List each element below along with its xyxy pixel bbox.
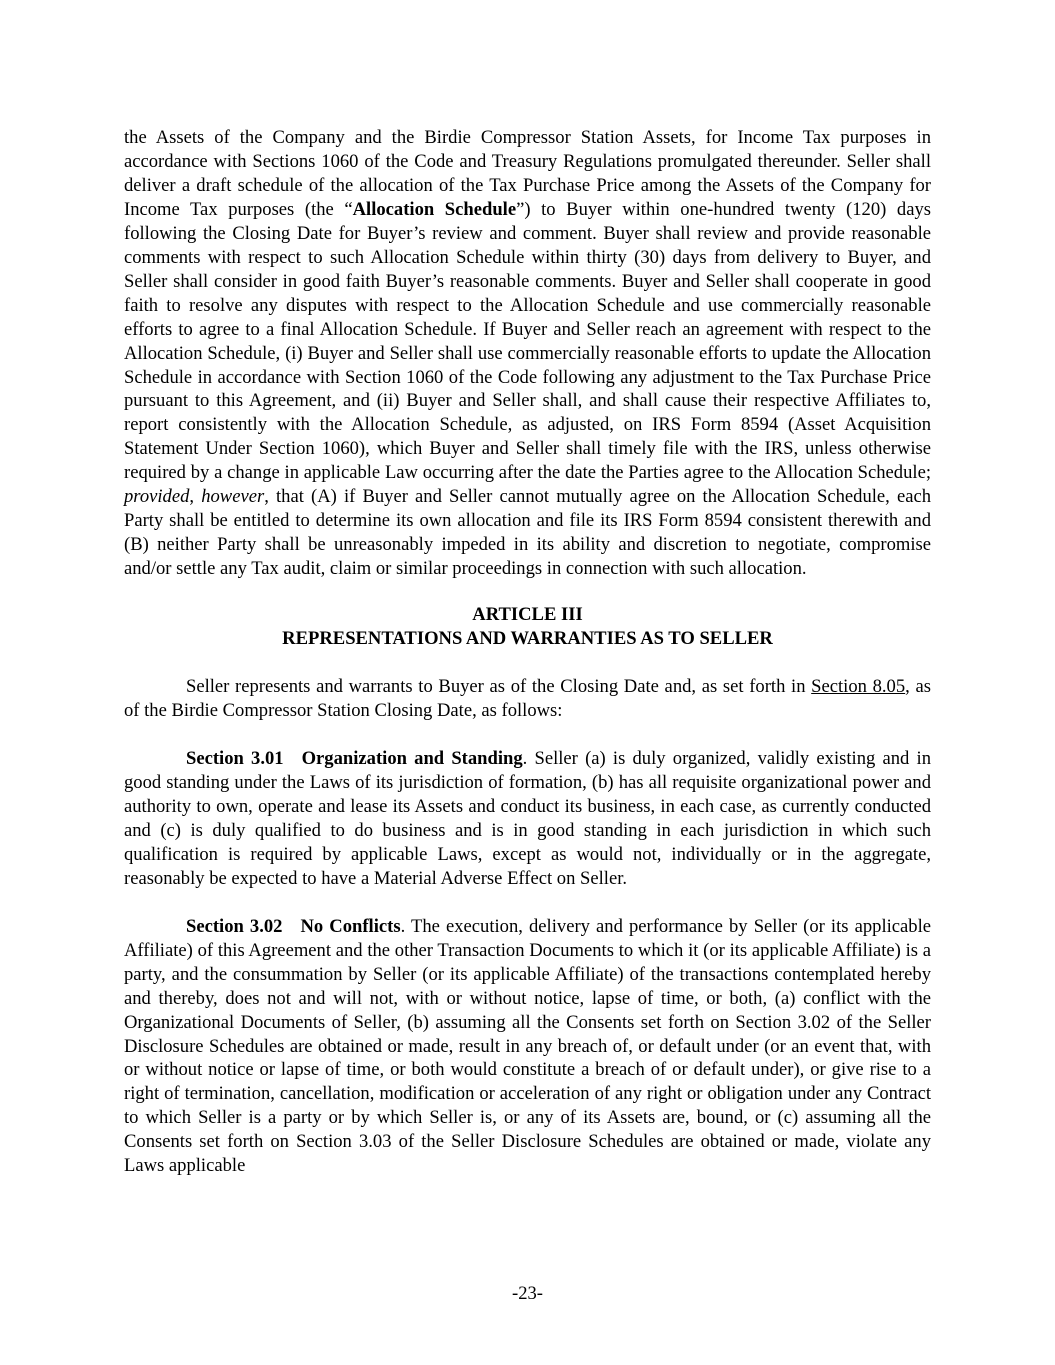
intro-paragraph	[124, 675, 931, 723]
section-body: . Seller (a) is duly organized, validly existing and in good standing under the Laws of its jurisdiction of formation, (b) has all requisite organizational power and authority to own, operate and lease its Assets and conduct its business, in each case, as currently conducted and (c) is duly qualified to do business and is in good standing in each jurisdiction in which such qualification is required by applicable Laws, except as would not, individually or in the aggregate, reasonably be expected to have a Material Adverse Effect on Seller.	[124, 748, 932, 889]
document-page	[124, 126, 931, 1178]
paragraph-text: ”) to Buyer within one-hundred twenty (120) days following the Closing Date for Buyer’s review and comment. Buyer shall review and provide reasonable comments with respect to such Allocation Schedule within thirty (30) days from delivery to Buyer, and Seller shall consider in good faith Buyer’s reasonable comments. Buyer and Seller shall cooperate in good faith to resolve any disputes with respect to the Allocation Schedule and use commercially reasonable efforts to agree to a final Allocation Schedule. If Buyer and Seller reach an agreement with respect to the Allocation Schedule, (i) Buyer and Seller shall use commercially reasonable efforts to update the Allocation Schedule in accordance with Section 1060 of the Code following any adjustment to the Tax Purchase Price pursuant to this Agreement, and (ii) Buyer and Seller shall, and shall cause their respective Affiliates to, report consistently with the Allocation Schedule, as adjusted, on IRS Form 8594 (Asset Acquisition Statement Under Section 1060), which Buyer and Seller shall timely file with the IRS, unless otherwise required by a change in applicable Law occurring after the date the Parties agree to the Allocation Schedule;	[124, 198, 931, 484]
section-title: No Conflicts	[300, 915, 401, 937]
section-3-02	[124, 915, 931, 1178]
section-number: Section 3.01	[186, 748, 284, 770]
defined-term: Allocation Schedule	[352, 198, 517, 220]
section-title: Organization and Standing	[301, 748, 523, 770]
italic-term: provided	[124, 486, 190, 508]
article-number: ARTICLE III	[472, 604, 583, 626]
paragraph-text: Seller represents and warrants to Buyer as of the Closing Date and, as set forth in	[186, 676, 812, 698]
paragraph-text: ,	[189, 486, 202, 508]
section-number: Section 3.02	[186, 915, 283, 937]
article-heading	[124, 603, 931, 651]
paragraph-text: the Assets of the Company and the Birdie Compressor Station Assets, for Income Tax purposes in accordance with Sections 1060 of the Code and Treasury Regulations promulgated thereunder. Seller shall deliver a draft schedule of the allocation of the Tax Purchase Price among the Assets of the Company for Income Tax purposes (the “	[124, 127, 931, 220]
section-body: . The execution, delivery and performance by Seller (or its applicable Affiliate) of this Agreement and the other Transaction Documents to which it (or its applicable Affiliate) is a party, and the consummation by Seller (or its applicable Affiliate) of the transactions contemplated hereby and thereby, does not and will not, with or without notice, lapse of time, or both, (a) conflict with the Organizational Documents of Seller, (b) assuming all the Consents set forth on Section 3.02 of the Seller Disclosure Schedules are obtained or made, result in any breach of, or default under (or an event that, with or without notice or lapse of time, or both would constitute a breach of or default under), or give rise to a right of termination, cancellation, modification or acceleration of any right or obligation under any Contract to which Seller is a party or by which Seller is, or any of its Assets are, bound, or (c) assuming all the Consents set forth on Section 3.03 of the Seller Disclosure Schedules are obtained or made, violate any Laws applicable	[124, 915, 931, 1177]
article-title: REPRESENTATIONS AND WARRANTIES AS TO SELLER	[282, 628, 773, 650]
section-3-01	[124, 747, 931, 891]
paragraph-text: , as of the Birdie Compressor Station Closing Date, as follows:	[124, 676, 931, 722]
carryover-paragraph	[124, 126, 931, 581]
page-number: -23-	[512, 1283, 543, 1304]
section-cross-reference: Section 8.05	[811, 676, 906, 698]
paragraph-text: , that (A) if Buyer and Seller cannot mutually agree on the Allocation Schedule, each Party shall be entitled to determine its own allocation and file its IRS Form 8594 consistent therewith and (B) neither Party shall be unreasonably impeded in its ability and discretion to negotiate, compromise and/or settle any Tax audit, claim or similar proceedings in connection with such allocation.	[124, 486, 932, 580]
italic-term: however	[201, 486, 265, 508]
